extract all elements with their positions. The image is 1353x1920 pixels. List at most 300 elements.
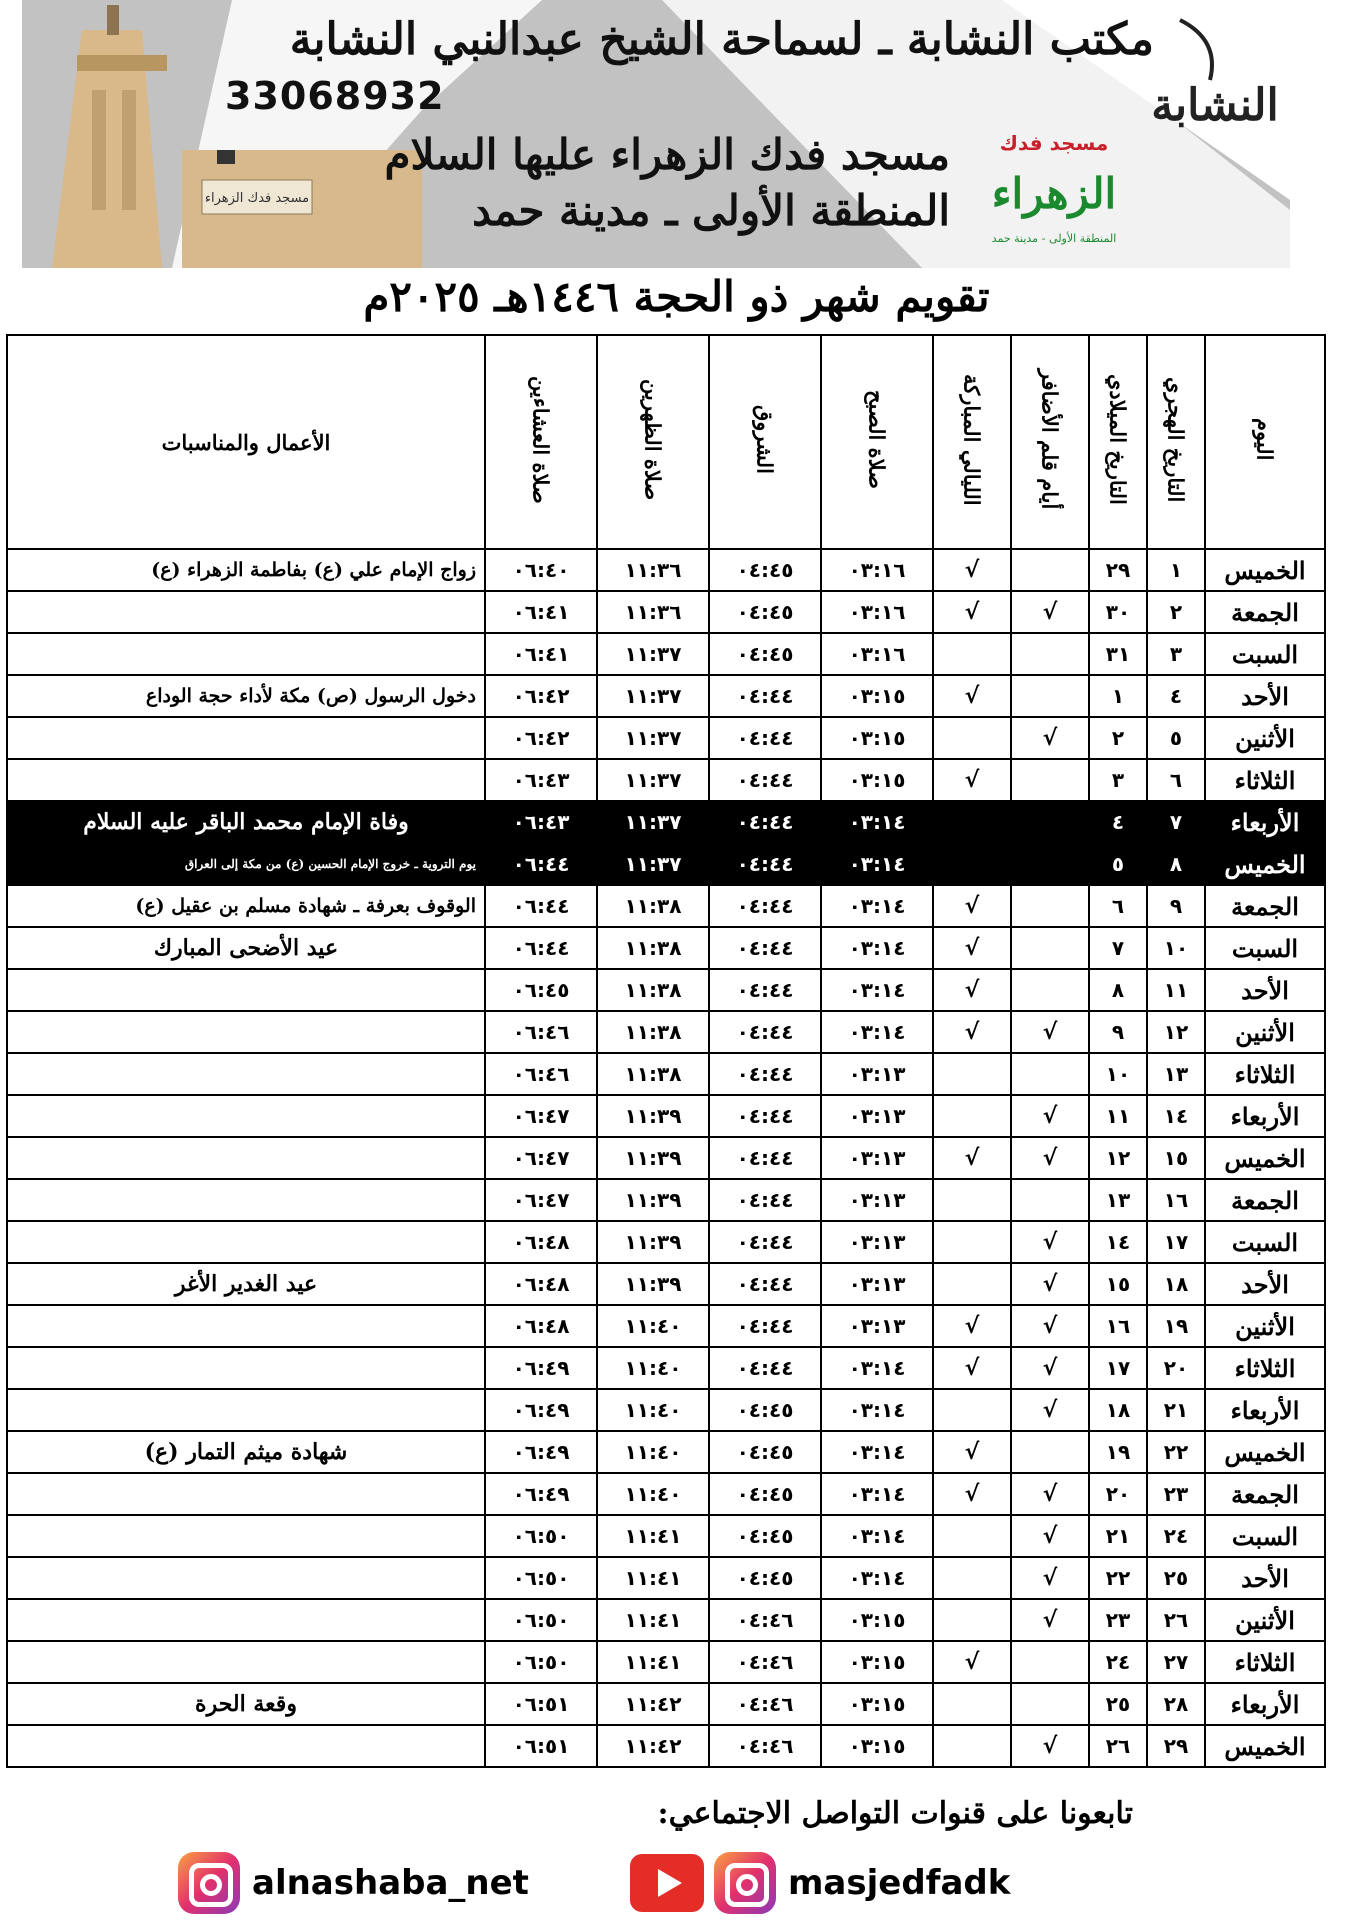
event-cell: وقعة الحرة: [7, 1683, 485, 1725]
fajr-cell: ٠٣:١٤: [821, 801, 933, 843]
dhuhr-cell: ١١:٣٩: [597, 1095, 709, 1137]
nails-check: [1011, 1431, 1089, 1473]
day-cell: الأحد: [1205, 675, 1325, 717]
col-events: الأعمال والمناسبات: [7, 335, 485, 549]
day-cell: الجمعة: [1205, 885, 1325, 927]
svg-text:النشابة: النشابة: [1151, 80, 1279, 131]
maghrib-cell: ٠٦:٤٩: [485, 1389, 597, 1431]
greg-cell: ٢١: [1089, 1515, 1147, 1557]
maghrib-cell: ٠٦:٤١: [485, 591, 597, 633]
hijri-cell: ١٢: [1147, 1011, 1205, 1053]
fajr-cell: ٠٣:١٣: [821, 1305, 933, 1347]
dhuhr-cell: ١١:٣٨: [597, 927, 709, 969]
nails-check: √: [1011, 1599, 1089, 1641]
nails-check: [1011, 1641, 1089, 1683]
sunrise-cell: ٠٤:٤٤: [709, 885, 821, 927]
hijri-cell: ٩: [1147, 885, 1205, 927]
maghrib-cell: ٠٦:٥٠: [485, 1641, 597, 1683]
dhuhr-cell: ١١:٤٠: [597, 1389, 709, 1431]
dhuhr-cell: ١١:٣٧: [597, 759, 709, 801]
dhuhr-cell: ١١:٤٠: [597, 1305, 709, 1347]
day-cell: الأثنين: [1205, 1599, 1325, 1641]
fajr-cell: ٠٣:١٥: [821, 1641, 933, 1683]
col-hijri: التاريخ الهجري: [1147, 335, 1205, 549]
day-cell: الأثنين: [1205, 1305, 1325, 1347]
greg-cell: ٢٦: [1089, 1725, 1147, 1767]
event-cell: [7, 591, 485, 633]
dhuhr-cell: ١١:٤١: [597, 1557, 709, 1599]
maghrib-cell: ٠٦:٤٢: [485, 675, 597, 717]
event-cell: [7, 969, 485, 1011]
event-cell: [7, 1557, 485, 1599]
maghrib-cell: ٠٦:٤٤: [485, 927, 597, 969]
table-row: [7, 591, 1325, 633]
table-row: [7, 1221, 1325, 1263]
nails-check: √: [1011, 717, 1089, 759]
sunrise-cell: ٠٤:٤٤: [709, 1347, 821, 1389]
dhuhr-cell: ١١:٤٠: [597, 1431, 709, 1473]
fajr-cell: ٠٣:١٤: [821, 1557, 933, 1599]
maghrib-cell: ٠٦:٤٤: [485, 885, 597, 927]
table-row: [7, 969, 1325, 1011]
dhuhr-cell: ١١:٣٧: [597, 633, 709, 675]
nails-check: √: [1011, 1515, 1089, 1557]
maghrib-cell: ٠٦:٥١: [485, 1683, 597, 1725]
fajr-cell: ٠٣:١٥: [821, 717, 933, 759]
day-cell: الأحد: [1205, 1557, 1325, 1599]
event-cell: [7, 1011, 485, 1053]
hijri-cell: ٧: [1147, 801, 1205, 843]
nights-check: [933, 1389, 1011, 1431]
svg-text:الزهراء: الزهراء: [991, 169, 1117, 218]
greg-cell: ١٥: [1089, 1263, 1147, 1305]
fajr-cell: ٠٣:١٣: [821, 1263, 933, 1305]
table-row: [7, 885, 1325, 927]
greg-cell: ٩: [1089, 1011, 1147, 1053]
table-row: [7, 1347, 1325, 1389]
social-instagram-left[interactable]: [170, 1848, 529, 1918]
table-row: [7, 1431, 1325, 1473]
fajr-cell: ٠٣:١٤: [821, 969, 933, 1011]
fajr-cell: ٠٣:١٥: [821, 1599, 933, 1641]
day-cell: الجمعة: [1205, 591, 1325, 633]
youtube-icon[interactable]: [630, 1854, 704, 1912]
greg-cell: ١٢: [1089, 1137, 1147, 1179]
hijri-cell: ١٨: [1147, 1263, 1205, 1305]
nights-check: √: [933, 1431, 1011, 1473]
table-row: [7, 927, 1325, 969]
fajr-cell: ٠٣:١٤: [821, 1473, 933, 1515]
hijri-cell: ٥: [1147, 717, 1205, 759]
table-row: [7, 759, 1325, 801]
day-cell: الثلاثاء: [1205, 1053, 1325, 1095]
greg-cell: ٣: [1089, 759, 1147, 801]
hijri-cell: ٢٣: [1147, 1473, 1205, 1515]
nails-check: [1011, 633, 1089, 675]
fajr-cell: ٠٣:١٥: [821, 1683, 933, 1725]
hijri-cell: ٢٦: [1147, 1599, 1205, 1641]
nights-check: √: [933, 759, 1011, 801]
event-cell: [7, 1305, 485, 1347]
event-cell: وفاة الإمام محمد الباقر عليه السلام: [7, 801, 485, 843]
dhuhr-cell: ١١:٤١: [597, 1641, 709, 1683]
calendar-title: تقويم شهر ذو الحجة ١٤٤٦هـ ٢٠٢٥م: [363, 272, 990, 321]
day-cell: الثلاثاء: [1205, 1641, 1325, 1683]
nails-check: √: [1011, 1305, 1089, 1347]
col-dhuhr: صلاة الظهرين: [597, 335, 709, 549]
hijri-cell: ٢٧: [1147, 1641, 1205, 1683]
event-cell: دخول الرسول (ص) مكة لأداء حجة الوداع: [7, 675, 485, 717]
fajr-cell: ٠٣:١٤: [821, 843, 933, 885]
fajr-cell: ٠٣:١٣: [821, 1053, 933, 1095]
day-cell: الأحد: [1205, 1263, 1325, 1305]
hijri-cell: ٣: [1147, 633, 1205, 675]
instagram-icon[interactable]: [714, 1852, 776, 1914]
nails-check: √: [1011, 1557, 1089, 1599]
maghrib-cell: ٠٦:٥٠: [485, 1515, 597, 1557]
nails-check: [1011, 549, 1089, 591]
greg-cell: ١: [1089, 675, 1147, 717]
social-masjedfadk[interactable]: [630, 1848, 1010, 1918]
nights-check: √: [933, 1347, 1011, 1389]
greg-cell: ١٤: [1089, 1221, 1147, 1263]
col-nights: الليالي المباركة: [933, 335, 1011, 549]
maghrib-cell: ٠٦:٤٩: [485, 1347, 597, 1389]
fajr-cell: ٠٣:١٣: [821, 1137, 933, 1179]
nights-check: [933, 1515, 1011, 1557]
greg-cell: ٣١: [1089, 633, 1147, 675]
event-cell: يوم التروية ـ خروج الإمام الحسين (ع) من مكة إلى العراق: [7, 843, 485, 885]
handle-alnashaba[interactable]: alnashaba_net: [252, 1863, 529, 1903]
greg-cell: ٢٥: [1089, 1683, 1147, 1725]
event-cell: [7, 1599, 485, 1641]
hijri-cell: ٢: [1147, 591, 1205, 633]
nails-check: [1011, 675, 1089, 717]
maghrib-cell: ٠٦:٤٧: [485, 1179, 597, 1221]
nights-check: √: [933, 885, 1011, 927]
nights-check: √: [933, 675, 1011, 717]
nails-check: √: [1011, 1137, 1089, 1179]
sunrise-cell: ٠٤:٤٤: [709, 675, 821, 717]
sunrise-cell: ٠٤:٤٦: [709, 1599, 821, 1641]
handle-masjedfadk[interactable]: masjedfadk: [788, 1863, 1011, 1903]
col-greg: التاريخ الميلادي: [1089, 335, 1147, 549]
nights-check: [933, 1725, 1011, 1767]
event-cell: [7, 1515, 485, 1557]
nashaba-logo: [1140, 0, 1290, 200]
event-cell: [7, 1641, 485, 1683]
sunrise-cell: ٠٤:٤٤: [709, 1095, 821, 1137]
nights-check: √: [933, 927, 1011, 969]
hijri-cell: ١٩: [1147, 1305, 1205, 1347]
sunrise-cell: ٠٤:٤٥: [709, 1473, 821, 1515]
dhuhr-cell: ١١:٣٧: [597, 801, 709, 843]
greg-cell: ١١: [1089, 1095, 1147, 1137]
greg-cell: ٧: [1089, 927, 1147, 969]
hijri-cell: ٢٩: [1147, 1725, 1205, 1767]
day-cell: الخميس: [1205, 843, 1325, 885]
table-row: [7, 1179, 1325, 1221]
dhuhr-cell: ١١:٤١: [597, 1515, 709, 1557]
fajr-cell: ٠٣:١٦: [821, 591, 933, 633]
greg-cell: ٢٩: [1089, 549, 1147, 591]
nights-check: [933, 1179, 1011, 1221]
hijri-cell: ٢٢: [1147, 1431, 1205, 1473]
dhuhr-cell: ١١:٣٦: [597, 549, 709, 591]
dhuhr-cell: ١١:٣٧: [597, 675, 709, 717]
greg-cell: ١٩: [1089, 1431, 1147, 1473]
fajr-cell: ٠٣:١٤: [821, 1011, 933, 1053]
nails-check: [1011, 759, 1089, 801]
table-row: [7, 801, 1325, 843]
table-row: [7, 1263, 1325, 1305]
nails-check: √: [1011, 1263, 1089, 1305]
dhuhr-cell: ١١:٣٨: [597, 1053, 709, 1095]
fajr-cell: ٠٣:١٤: [821, 1431, 933, 1473]
greg-cell: ٢: [1089, 717, 1147, 759]
day-cell: الأربعاء: [1205, 1389, 1325, 1431]
maghrib-cell: ٠٦:٤٣: [485, 759, 597, 801]
event-cell: [7, 1095, 485, 1137]
dhuhr-cell: ١١:٤٠: [597, 1473, 709, 1515]
event-cell: زواج الإمام علي (ع) بفاطمة الزهراء (ع): [7, 549, 485, 591]
day-cell: الجمعة: [1205, 1179, 1325, 1221]
table-row: [7, 549, 1325, 591]
sunrise-cell: ٠٤:٤٤: [709, 969, 821, 1011]
event-cell: عيد الغدير الأغر: [7, 1263, 485, 1305]
dhuhr-cell: ١١:٣٨: [597, 885, 709, 927]
dhuhr-cell: ١١:٣٦: [597, 591, 709, 633]
day-cell: السبت: [1205, 1221, 1325, 1263]
fajr-cell: ٠٣:١٤: [821, 885, 933, 927]
table-row: [7, 675, 1325, 717]
maghrib-cell: ٠٦:٤٦: [485, 1053, 597, 1095]
fajr-cell: ٠٣:١٣: [821, 1221, 933, 1263]
greg-cell: ٨: [1089, 969, 1147, 1011]
maghrib-cell: ٠٦:٤٣: [485, 801, 597, 843]
day-cell: الخميس: [1205, 1431, 1325, 1473]
fajr-cell: ٠٣:١٤: [821, 927, 933, 969]
day-cell: الخميس: [1205, 1725, 1325, 1767]
hijri-cell: ١: [1147, 549, 1205, 591]
nights-check: [933, 1053, 1011, 1095]
hijri-cell: ٤: [1147, 675, 1205, 717]
sunrise-cell: ٠٤:٤٥: [709, 1515, 821, 1557]
nights-check: √: [933, 591, 1011, 633]
sunrise-cell: ٠٤:٤٤: [709, 717, 821, 759]
maghrib-cell: ٠٦:٤٨: [485, 1263, 597, 1305]
col-day: اليوم: [1205, 335, 1325, 549]
maghrib-cell: ٠٦:٤٦: [485, 1011, 597, 1053]
nights-check: [933, 1599, 1011, 1641]
day-cell: الخميس: [1205, 549, 1325, 591]
greg-cell: ١٣: [1089, 1179, 1147, 1221]
table-row: [7, 1557, 1325, 1599]
dhuhr-cell: ١١:٣٩: [597, 1137, 709, 1179]
nails-check: √: [1011, 591, 1089, 633]
sunrise-cell: ٠٤:٤٤: [709, 1053, 821, 1095]
nails-check: [1011, 1683, 1089, 1725]
table-row: [7, 1137, 1325, 1179]
nails-check: √: [1011, 1221, 1089, 1263]
sunrise-cell: ٠٤:٤٤: [709, 927, 821, 969]
maghrib-cell: ٠٦:٤١: [485, 633, 597, 675]
dhuhr-cell: ١١:٤٢: [597, 1683, 709, 1725]
nights-check: [933, 1221, 1011, 1263]
event-cell: [7, 759, 485, 801]
greg-cell: ٦: [1089, 885, 1147, 927]
dhuhr-cell: ١١:٣٩: [597, 1221, 709, 1263]
maghrib-cell: ٠٦:٤٧: [485, 1095, 597, 1137]
sunrise-cell: ٠٤:٤٥: [709, 549, 821, 591]
office-name: مكتب النشابة ـ لسماحة الشيخ عبدالنبي النشابة: [289, 14, 1154, 65]
maghrib-cell: ٠٦:٤٠: [485, 549, 597, 591]
sunrise-cell: ٠٤:٤٤: [709, 843, 821, 885]
day-cell: السبت: [1205, 633, 1325, 675]
dhuhr-cell: ١١:٤٠: [597, 1347, 709, 1389]
table-row: [7, 1599, 1325, 1641]
table-row: [7, 1725, 1325, 1767]
hijri-cell: ٢٨: [1147, 1683, 1205, 1725]
maghrib-cell: ٠٦:٥٠: [485, 1557, 597, 1599]
col-nails: أيام قلم الأضافر: [1011, 335, 1089, 549]
nights-check: √: [933, 969, 1011, 1011]
nights-check: √: [933, 1641, 1011, 1683]
event-cell: [7, 1347, 485, 1389]
hijri-cell: ٢٠: [1147, 1347, 1205, 1389]
nights-check: [933, 1557, 1011, 1599]
nails-check: √: [1011, 1473, 1089, 1515]
day-cell: الخميس: [1205, 1137, 1325, 1179]
nails-check: [1011, 1053, 1089, 1095]
nails-check: √: [1011, 1347, 1089, 1389]
maghrib-cell: ٠٦:٤٥: [485, 969, 597, 1011]
table-row: [7, 1515, 1325, 1557]
greg-cell: ٢٣: [1089, 1599, 1147, 1641]
alzahraa-logo: [984, 120, 1124, 260]
maghrib-cell: ٠٦:٤٨: [485, 1221, 597, 1263]
greg-cell: ١٠: [1089, 1053, 1147, 1095]
nights-check: [933, 717, 1011, 759]
table-row: [7, 1305, 1325, 1347]
day-cell: الأربعاء: [1205, 1683, 1325, 1725]
hijri-cell: ٢٥: [1147, 1557, 1205, 1599]
region-name: المنطقة الأولى ـ مدينة حمد: [472, 186, 950, 235]
hijri-cell: ٢١: [1147, 1389, 1205, 1431]
table-row: [7, 1095, 1325, 1137]
sunrise-cell: ٠٤:٤٤: [709, 1137, 821, 1179]
dhuhr-cell: ١١:٣٨: [597, 1011, 709, 1053]
table-row: [7, 1011, 1325, 1053]
svg-text:المنطقة الأولى - مدينة حمد: المنطقة الأولى - مدينة حمد: [991, 232, 1117, 245]
dhuhr-cell: ١١:٤٢: [597, 1725, 709, 1767]
fajr-cell: ٠٣:١٦: [821, 633, 933, 675]
fajr-cell: ٠٣:١٤: [821, 1389, 933, 1431]
day-cell: الأثنين: [1205, 717, 1325, 759]
maghrib-cell: ٠٦:٤٨: [485, 1305, 597, 1347]
day-cell: الأثنين: [1205, 1011, 1325, 1053]
nights-check: √: [933, 549, 1011, 591]
sunrise-cell: ٠٤:٤٤: [709, 1011, 821, 1053]
fajr-cell: ٠٣:١٤: [821, 1515, 933, 1557]
maghrib-cell: ٠٦:٤٩: [485, 1431, 597, 1473]
phone-number: 33068932: [225, 74, 445, 118]
sunrise-cell: ٠٤:٤٥: [709, 633, 821, 675]
event-cell: [7, 1725, 485, 1767]
nights-check: [933, 843, 1011, 885]
fajr-cell: ٠٣:١٥: [821, 1725, 933, 1767]
greg-cell: ١٨: [1089, 1389, 1147, 1431]
hijri-cell: ١٤: [1147, 1095, 1205, 1137]
nights-check: √: [933, 1137, 1011, 1179]
fajr-cell: ٠٣:١٤: [821, 1347, 933, 1389]
day-cell: السبت: [1205, 927, 1325, 969]
sunrise-cell: ٠٤:٤٤: [709, 1221, 821, 1263]
nails-check: [1011, 843, 1089, 885]
hijri-cell: ٢٤: [1147, 1515, 1205, 1557]
day-cell: الأحد: [1205, 969, 1325, 1011]
fajr-cell: ٠٣:١٣: [821, 1179, 933, 1221]
hijri-cell: ٨: [1147, 843, 1205, 885]
table-row: [7, 717, 1325, 759]
dhuhr-cell: ١١:٣٩: [597, 1263, 709, 1305]
dhuhr-cell: ١١:٣٨: [597, 969, 709, 1011]
header-row: [7, 335, 1325, 549]
greg-cell: ٤: [1089, 801, 1147, 843]
col-maghrib: صلاة العشاءين: [485, 335, 597, 549]
event-cell: [7, 1053, 485, 1095]
day-cell: الأربعاء: [1205, 801, 1325, 843]
event-cell: [7, 1179, 485, 1221]
nights-check: √: [933, 1473, 1011, 1515]
sunrise-cell: ٠٤:٤٤: [709, 801, 821, 843]
maghrib-cell: ٠٦:٥٠: [485, 1599, 597, 1641]
hijri-cell: ١٣: [1147, 1053, 1205, 1095]
sunrise-cell: ٠٤:٤٦: [709, 1683, 821, 1725]
nails-check: √: [1011, 1725, 1089, 1767]
sunrise-cell: ٠٤:٤٦: [709, 1641, 821, 1683]
day-cell: الثلاثاء: [1205, 1347, 1325, 1389]
table-row: [7, 633, 1325, 675]
fajr-cell: ٠٣:١٥: [821, 675, 933, 717]
greg-cell: ٢٠: [1089, 1473, 1147, 1515]
greg-cell: ٢٢: [1089, 1557, 1147, 1599]
table-row: [7, 1473, 1325, 1515]
nights-check: √: [933, 1305, 1011, 1347]
col-sunrise: الشروق: [709, 335, 821, 549]
event-cell: [7, 717, 485, 759]
hijri-cell: ١٧: [1147, 1221, 1205, 1263]
nails-check: √: [1011, 1011, 1089, 1053]
instagram-icon[interactable]: [178, 1852, 240, 1914]
nails-check: [1011, 1179, 1089, 1221]
maghrib-cell: ٠٦:٥١: [485, 1725, 597, 1767]
hijri-cell: ١٥: [1147, 1137, 1205, 1179]
event-cell: [7, 1473, 485, 1515]
greg-cell: ٣٠: [1089, 591, 1147, 633]
sunrise-cell: ٠٤:٤٤: [709, 1263, 821, 1305]
day-cell: الثلاثاء: [1205, 759, 1325, 801]
maghrib-cell: ٠٦:٤٩: [485, 1473, 597, 1515]
follow-us-text: تابعونا على قنوات التواصل الاجتماعي:: [657, 1796, 1133, 1831]
header-banner: [22, 0, 1290, 268]
greg-cell: ٢٤: [1089, 1641, 1147, 1683]
nights-check: [933, 1095, 1011, 1137]
table-row: [7, 1389, 1325, 1431]
col-fajr: صلاة الصبح: [821, 335, 933, 549]
nights-check: [933, 1683, 1011, 1725]
greg-cell: ١٦: [1089, 1305, 1147, 1347]
